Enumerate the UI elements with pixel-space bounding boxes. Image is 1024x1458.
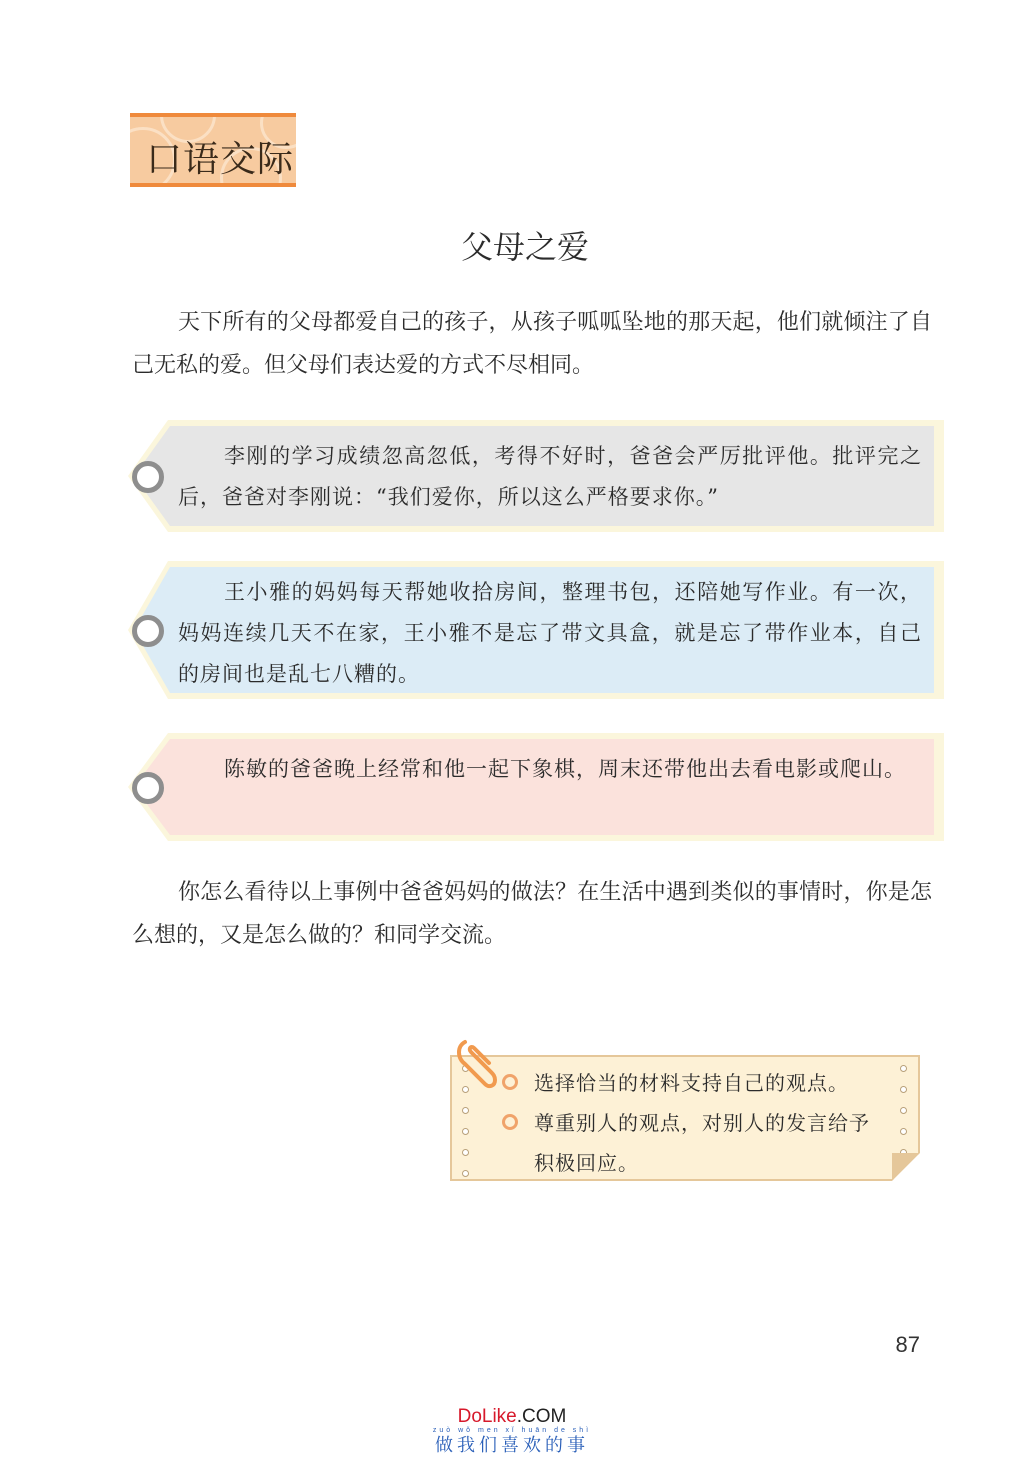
watermark-brand: DoLike.COM [457, 1406, 567, 1427]
watermark-slogan: 做我们喜欢的事 [435, 1435, 589, 1456]
question-paragraph: 你怎么看待以上事例中爸爸妈妈的做法？在生活中遇到类似的事情时，你是怎么想的，又是怎么做的？和同学交流。 [132, 880, 932, 948]
case-text-3: 陈敏的爸爸晚上经常和他一起下象棋，周末还带他出去看电影或爬山。 [224, 757, 906, 781]
page-number: 87 [895, 1332, 920, 1357]
tip-item-2: 尊重别人的观点，对别人的发言给予积极回应。 [502, 1103, 872, 1183]
tips-note [450, 1055, 920, 1181]
section-badge-label: 口语交际 [146, 139, 295, 180]
case-card-2 [128, 561, 944, 699]
section-badge [130, 113, 296, 187]
circle-bullet-icon [502, 1074, 518, 1090]
case-text-2: 王小雅的妈妈每天帮她收拾房间，整理书包，还陪她写作业。有一次，妈妈连续几天不在家，王小雅不是忘了带文具盒，就是忘了带作业本，自己的房间也是乱七八糟的。 [178, 580, 922, 686]
paperclip-icon [455, 1036, 499, 1092]
watermark [420, 1406, 604, 1457]
case-card-1 [128, 420, 944, 532]
watermark-pinyin: zuò wǒ men xǐ huān de shì [432, 1427, 592, 1434]
tag-hole-icon [132, 615, 164, 647]
tag-hole-icon [132, 772, 164, 804]
circle-bullet-icon [502, 1114, 518, 1130]
lesson-title: 父母之爱 [460, 228, 589, 266]
tag-hole-icon [132, 461, 164, 493]
tip-item-1: 选择恰当的材料支持自己的观点。 [502, 1063, 872, 1103]
case-card-3 [128, 733, 944, 841]
intro-paragraph: 天下所有的父母都爱自己的孩子，从孩子呱呱坠地的那天起，他们就倾注了自己无私的爱。但父母们表达爱的方式不尽相同。 [132, 310, 932, 378]
case-text-1: 李刚的学习成绩忽高忽低，考得不好时，爸爸会严厉批评他。批评完之后，爸爸对李刚说：“我们爱你，所以这么严格要求你。” [178, 444, 922, 509]
